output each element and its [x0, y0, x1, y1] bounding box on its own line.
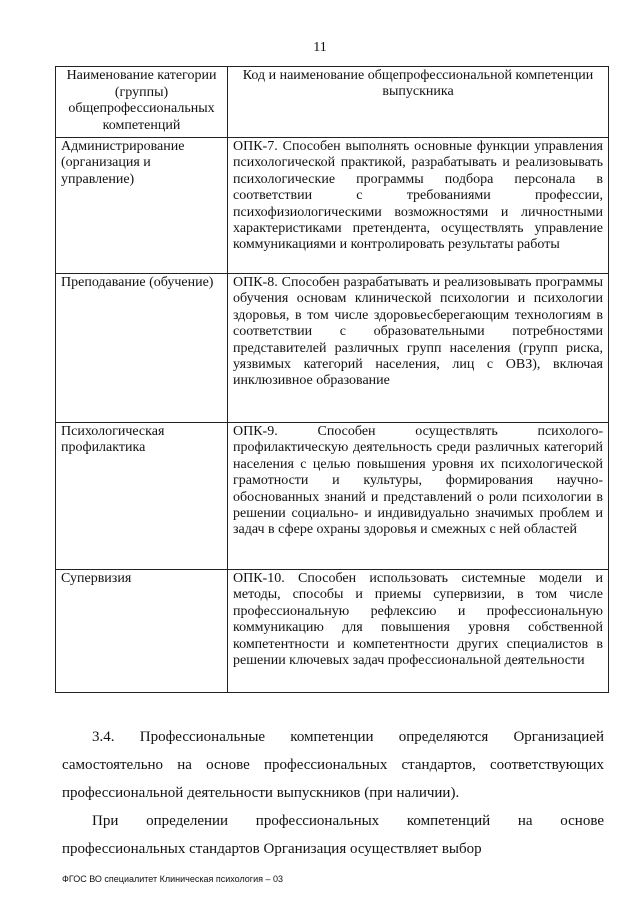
column-header-category: Наименование категории (группы) общепрофессиональных компетенций	[56, 67, 228, 138]
competence-cell: ОПК-9. Способен осуществлять психолого-профилактическую деятельность среди различных категорий населения с целью повышения уровня их психологической грамотности и культуры, формирования научно-обоснованных знаний и представлений о роли психологии в решении социально- и индивидуально значимых проблем и задач в сфере охраны здоровья и смежных с ней областей	[228, 423, 609, 570]
table-row	[56, 138, 609, 274]
column-header-competence: Код и наименование общепрофессиональной компетенции выпускника	[228, 67, 609, 138]
competence-cell: ОПК-8. Способен разрабатывать и реализовывать программы обучения основам клинической психологии и психологии здоровья, в том числе здоровьесберегающим технологиям в соответствии с образовательными потребностями представителей различных групп населения (групп риска, уязвимых категорий населения, лиц с ОВЗ), включая инклюзивное образование	[228, 274, 609, 423]
category-cell: Психологическая профилактика	[56, 423, 228, 570]
category-cell: Преподавание (обучение)	[56, 274, 228, 423]
body-paragraph: При определении профессиональных компетенций на основе профессиональных стандартов Организация осуществляет выбор	[62, 813, 604, 857]
competence-cell: ОПК-7. Способен выполнять основные функции управления психологической практикой, разрабатывать и реализовывать психологические программы подбора персонала в соответствии с требованиями профессии, психофизиологическими возможностями и личностными характеристиками претендента, осуществлять управление коммуникациями и контролировать результаты работы	[228, 138, 609, 274]
competence-cell: ОПК-10. Способен использовать системные модели и методы, способы и приемы супервизии, в том числе профессиональную рефлексию и профессиональную коммуникацию для повышения уровня собственной компетентности и компетентности других специалистов в решении ключевых задач профессиональной деятельности	[228, 570, 609, 693]
document-footer: ФГОС ВО специалитет Клиническая психология – 03	[62, 874, 284, 884]
table-header-row	[56, 67, 609, 138]
table-row	[56, 274, 609, 423]
category-cell: Супервизия	[56, 570, 228, 693]
body-paragraph: 3.4. Профессиональные компетенции определяются Организацией самостоятельно на основе профессиональных стандартов, соответствующих профессиональной деятельности выпускников (при наличии).	[62, 729, 604, 801]
category-cell: Администрирование (организация и управление)	[56, 138, 228, 274]
table-row	[56, 570, 609, 693]
competencies-table	[55, 66, 609, 693]
page-number: 11	[313, 40, 327, 55]
table-row	[56, 423, 609, 570]
